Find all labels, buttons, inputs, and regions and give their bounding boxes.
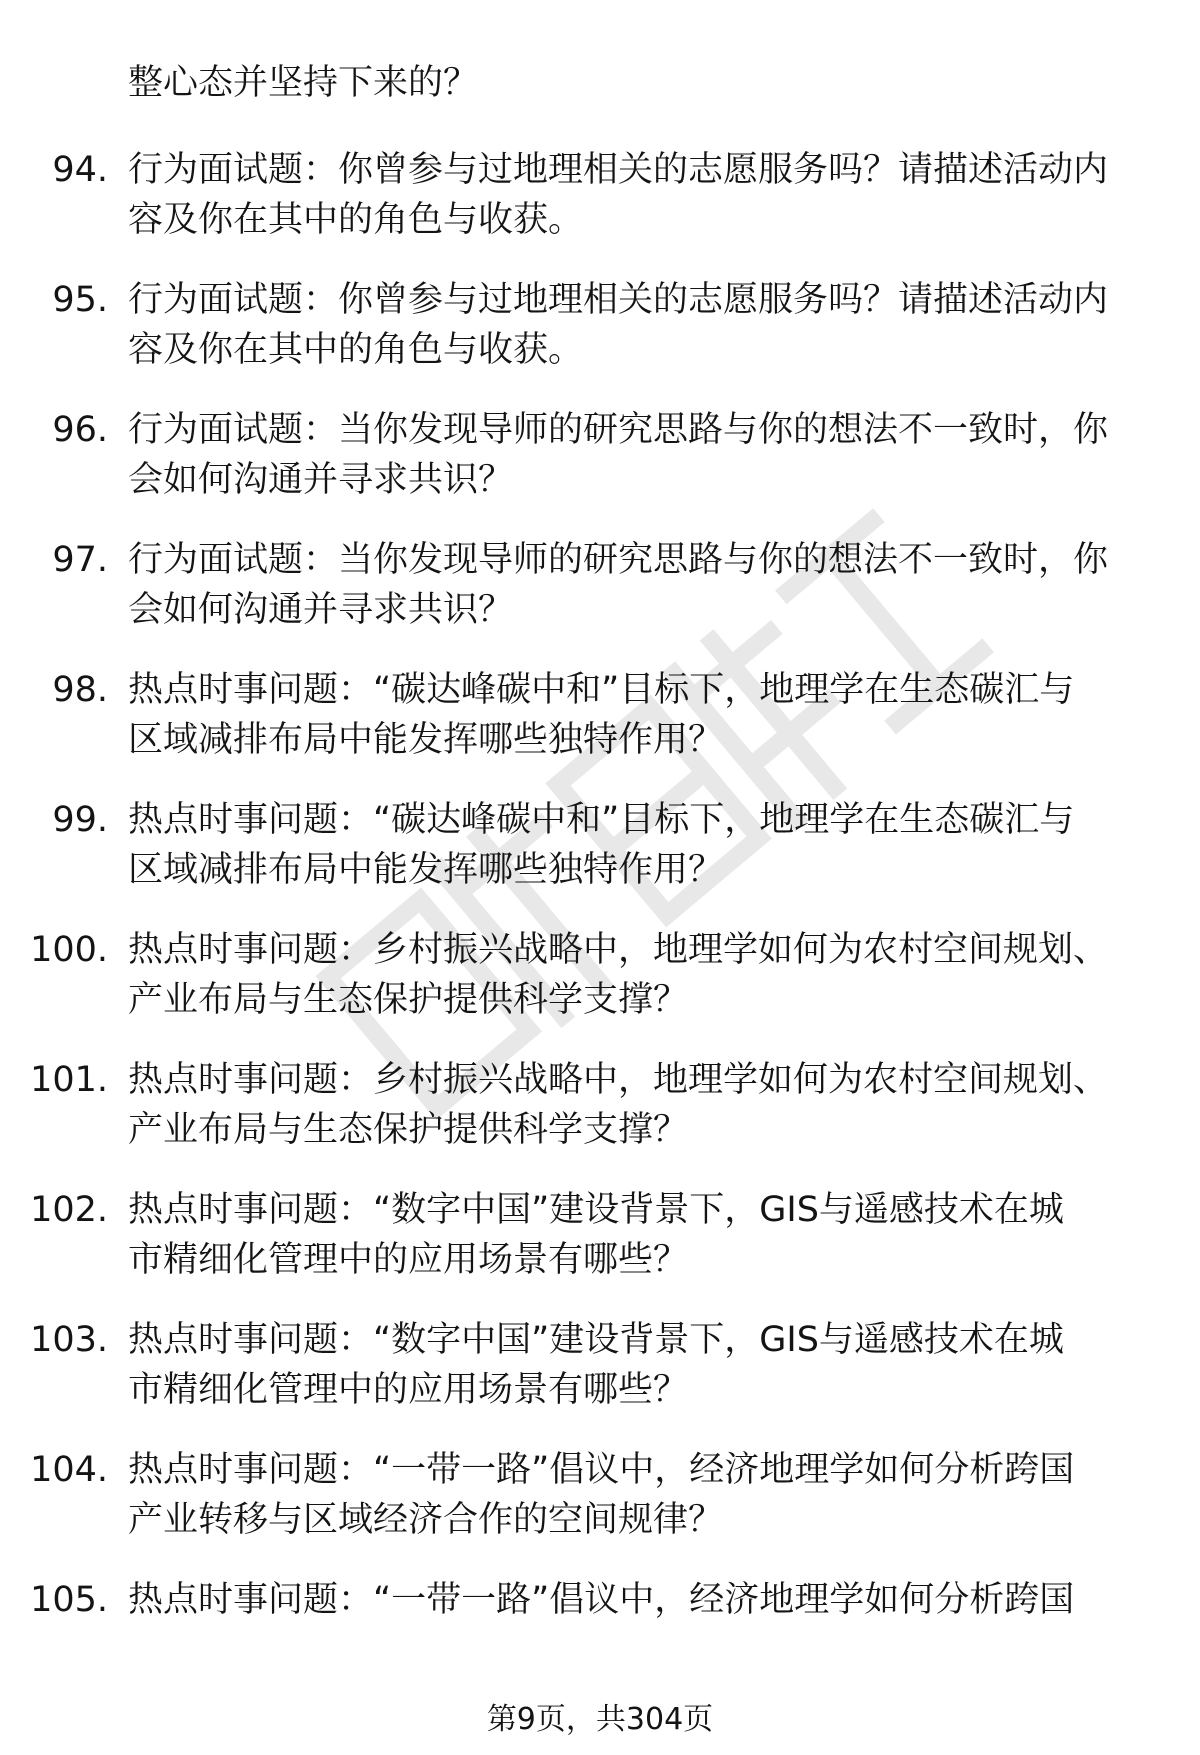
- question-line: 产业布局与生态保护提供科学支撑？: [128, 980, 689, 1020]
- question-text: [128, 1185, 1138, 1285]
- question-number: 101.: [30, 1060, 108, 1100]
- question-text: [128, 535, 1138, 635]
- question-line: 热点时事问题：“碳达峰碳中和”目标下，地理学在生态碳汇与: [128, 670, 1075, 710]
- question-text: [128, 795, 1138, 895]
- question-number: 99.: [52, 800, 108, 840]
- question-number: 96.: [52, 410, 108, 450]
- question-list: [0, 145, 1200, 1705]
- question-text: [128, 1575, 1138, 1625]
- question-line: 行为面试题：你曾参与过地理相关的志愿服务吗？请描述活动内: [128, 150, 1109, 190]
- question-line: 市精细化管理中的应用场景有哪些？: [128, 1370, 689, 1410]
- list-item: [0, 1315, 1200, 1445]
- question-line: 行为面试题：当你发现导师的研究思路与你的想法不一致时，你: [128, 410, 1109, 450]
- question-text: [128, 1445, 1138, 1545]
- list-item: [0, 145, 1200, 275]
- question-text: [128, 145, 1138, 245]
- question-line: 热点时事问题：“一带一路”倡议中，经济地理学如何分析跨国: [128, 1450, 1075, 1490]
- list-item: [0, 925, 1200, 1055]
- question-line: 行为面试题：你曾参与过地理相关的志愿服务吗？请描述活动内: [128, 280, 1109, 320]
- question-line: 热点时事问题：“碳达峰碳中和”目标下，地理学在生态碳汇与: [128, 800, 1075, 840]
- question-line: 热点时事问题：乡村振兴战略中，地理学如何为农村空间规划、: [128, 1060, 1109, 1100]
- list-item: [0, 1445, 1200, 1575]
- question-text: [128, 1055, 1138, 1155]
- question-number: 97.: [52, 540, 108, 580]
- list-item: [0, 275, 1200, 405]
- question-number: 104.: [30, 1450, 108, 1490]
- question-number: 102.: [30, 1190, 108, 1230]
- question-line: 行为面试题：当你发现导师的研究思路与你的想法不一致时，你: [128, 540, 1109, 580]
- question-text: [128, 665, 1138, 765]
- question-line: 区域减排布局中能发挥哪些独特作用？: [128, 720, 724, 760]
- question-number: 94.: [52, 150, 108, 190]
- list-item: [0, 1575, 1200, 1705]
- question-line: 热点时事问题：“数字中国”建设背景下，GIS与遥感技术在城: [128, 1320, 1064, 1360]
- list-item: [0, 665, 1200, 795]
- question-line: 热点时事问题：“一带一路”倡议中，经济地理学如何分析跨国: [128, 1580, 1075, 1620]
- question-text: [128, 925, 1138, 1025]
- question-number: 105.: [30, 1580, 108, 1620]
- question-number: 98.: [52, 670, 108, 710]
- question-text: [128, 1315, 1138, 1415]
- question-line: 市精细化管理中的应用场景有哪些？: [128, 1240, 689, 1280]
- question-number: 100.: [30, 930, 108, 970]
- question-line: 区域减排布局中能发挥哪些独特作用？: [128, 850, 724, 890]
- page-number: 第9页，共304页: [486, 1702, 714, 1737]
- question-line: 容及你在其中的角色与收获。: [128, 200, 584, 240]
- list-item: [0, 535, 1200, 665]
- list-item: [0, 405, 1200, 535]
- question-number: 103.: [30, 1320, 108, 1360]
- list-item: [0, 1185, 1200, 1315]
- continued-question-text: 整心态并坚持下来的？: [128, 63, 479, 103]
- question-text: [128, 275, 1138, 375]
- question-line: 会如何沟通并寻求共识？: [128, 460, 514, 500]
- list-item: [0, 795, 1200, 925]
- question-line: 热点时事问题：乡村振兴战略中，地理学如何为农村空间规划、: [128, 930, 1109, 970]
- question-line: 热点时事问题：“数字中国”建设背景下，GIS与遥感技术在城: [128, 1190, 1064, 1230]
- question-line: 容及你在其中的角色与收获。: [128, 330, 584, 370]
- question-line: 产业布局与生态保护提供科学支撑？: [128, 1110, 689, 1150]
- question-line: 产业转移与区域经济合作的空间规律？: [128, 1500, 724, 1540]
- question-number: 95.: [52, 280, 108, 320]
- list-item: [0, 1055, 1200, 1185]
- question-text: [128, 405, 1138, 505]
- question-line: 会如何沟通并寻求共识？: [128, 590, 514, 630]
